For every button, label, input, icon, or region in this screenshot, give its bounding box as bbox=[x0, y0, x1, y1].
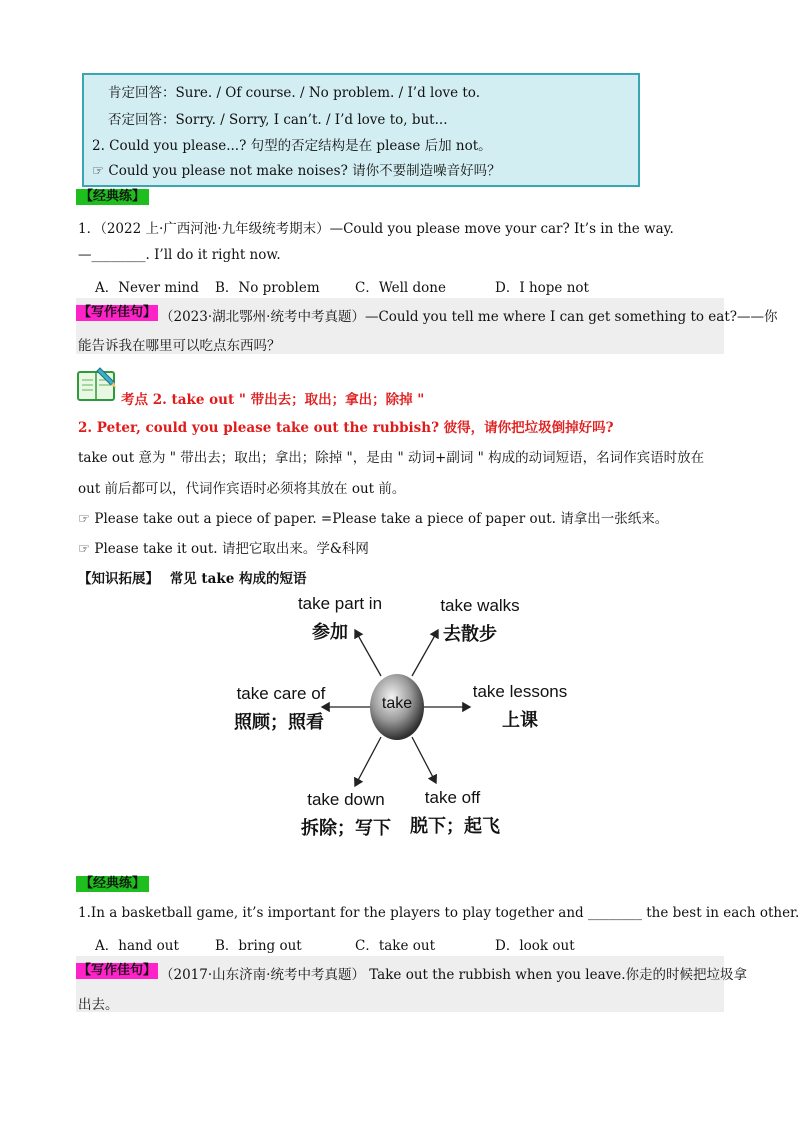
mindmap-node-take-lessons-zh: 上课 bbox=[502, 710, 538, 731]
mindmap-node-take-off-zh: 脱下；起飞 bbox=[410, 816, 500, 837]
exercise1-option-a[interactable]: A．Never mind bbox=[95, 280, 199, 296]
point-example-sentence: 2. Peter, could you please take out the rubbish? 彼得，请你把垃圾倒掉好吗? bbox=[78, 420, 614, 436]
take-phrases-mindmap bbox=[230, 590, 570, 840]
mindmap-node-take-down: take down bbox=[307, 790, 385, 809]
exercise1-answer-line: —________. I’ll do it right now. bbox=[78, 247, 281, 263]
mindmap-center-label: take bbox=[381, 695, 413, 712]
writing2-line2: 出去。 bbox=[78, 997, 119, 1013]
mindmap-node-take-care-of: take care of bbox=[236, 684, 326, 703]
exercise2-option-b[interactable]: B．bring out bbox=[215, 938, 302, 954]
extension-tag: 【知识拓展】 bbox=[78, 571, 159, 587]
exercise2-option-c[interactable]: C．take out bbox=[355, 938, 436, 954]
writing1-line2: 能告诉我在哪里可以吃点东西吗？ bbox=[78, 338, 281, 354]
exercise1-question: 1．（2022 上·广西河池·九年级统考期末）—Could you please move your car? It’s in the way. bbox=[78, 221, 674, 237]
arrow-take-off bbox=[412, 737, 436, 783]
mindmap-node-take-care-of-zh: 照顾；照看 bbox=[234, 712, 324, 733]
mindmap-node-take-lessons: take lessons bbox=[472, 682, 568, 701]
exercise2-option-a[interactable]: A．hand out bbox=[95, 938, 179, 954]
grammar-note-box bbox=[82, 73, 640, 187]
writing-sentence-tag-2: 【写作佳句】 bbox=[78, 963, 157, 978]
exercise2-option-d[interactable]: D．look out bbox=[495, 938, 575, 954]
point-sample2: ☞ Please take it out. 请把它取出来。学&科网 bbox=[78, 541, 369, 557]
mindmap-node-take-walks-zh: 去散步 bbox=[443, 624, 497, 645]
note-example: ☞ Could you please not make noises? 请你不要制造噪音好吗？ bbox=[92, 163, 501, 179]
classic-practice-tag-2: 【经典练】 bbox=[76, 876, 149, 892]
point-explanation-line1: take out 意为 " 带出去；取出；拿出；除掉 "，是由 " 动词+副词 " 构成的动词短语，名词作宾语时放在 bbox=[78, 450, 705, 466]
note-negative-structure: 2. Could you please...? 句型的否定结构是在 please 后加 not。 bbox=[92, 138, 492, 154]
arrow-take-down bbox=[355, 737, 381, 786]
knowledge-extension-heading bbox=[78, 567, 307, 587]
extension-title: 常见 take 构成的短语 bbox=[169, 571, 307, 587]
exercise2-question: 1.In a basketball game, it’s important for the players to play together and ________ the best in each other. bbox=[78, 905, 800, 921]
point-sample1: ☞ Please take out a piece of paper. =Please take a piece of paper out. 请拿出一张纸来。 bbox=[78, 511, 669, 527]
note-affirmative-answers: 肯定回答：Sure. / Of course. / No problem. / I’d love to. bbox=[108, 85, 480, 101]
exercise1-option-d[interactable]: D．I hope not bbox=[495, 280, 589, 296]
note-negative-answers: 否定回答：Sorry. / Sorry, I can’t. / I’d love to, but... bbox=[108, 112, 448, 128]
notebook-pencil-icon bbox=[76, 364, 120, 402]
mindmap-node-take-part-in: take part in bbox=[297, 594, 383, 613]
point-explanation-line2: out 前后都可以，代词作宾语时必须将其放在 out 前。 bbox=[78, 481, 406, 497]
writing1-line1: （2023·湖北鄂州·统考中考真题）—Could you tell me where I can get something to eat?——你 bbox=[160, 309, 778, 325]
mindmap-node-take-off: take off bbox=[424, 788, 481, 807]
mindmap-node-take-down-zh: 拆除；写下 bbox=[301, 818, 391, 839]
classic-practice-tag: 【经典练】 bbox=[76, 189, 149, 205]
point-heading: 考点 2. take out " 带出去；取出；拿出；除掉 " bbox=[121, 392, 425, 408]
mindmap-node-take-part-in-zh: 参加 bbox=[312, 622, 348, 643]
mindmap-node-take-walks: take walks bbox=[440, 596, 520, 615]
exercise1-option-c[interactable]: C．Well done bbox=[355, 280, 446, 296]
writing-sentence-tag: 【写作佳句】 bbox=[78, 305, 157, 320]
writing2-line1: （2017·山东济南·统考中考真题） Take out the rubbish when you leave.你走的时候把垃圾拿 bbox=[160, 967, 748, 983]
exercise1-option-b[interactable]: B．No problem bbox=[215, 280, 320, 296]
